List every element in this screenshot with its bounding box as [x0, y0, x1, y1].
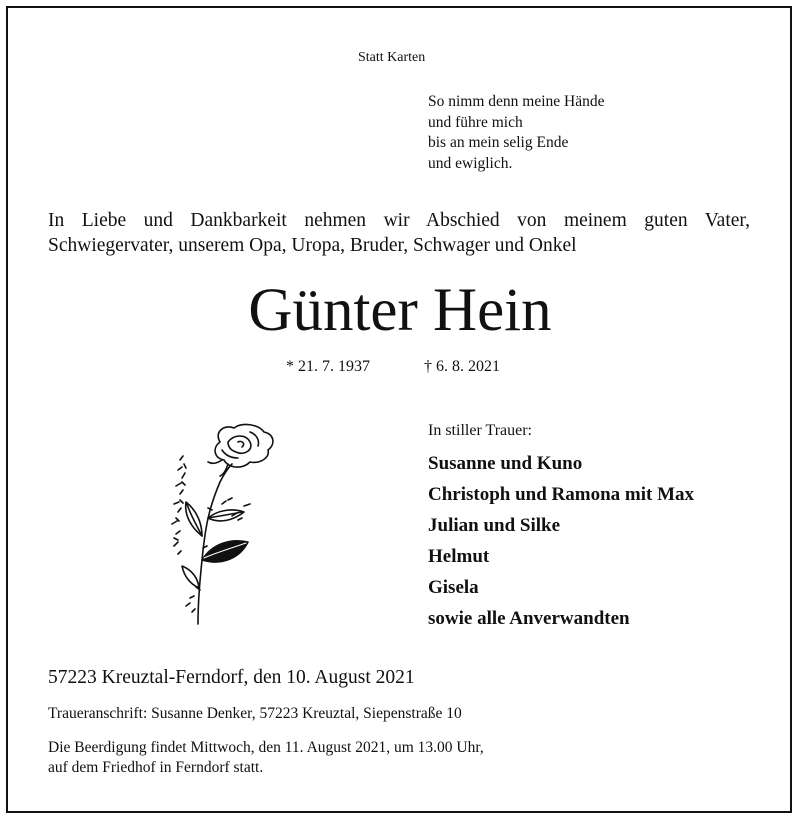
poem-line: und führe mich: [428, 113, 523, 131]
mourner-name: Julian und Silke: [428, 515, 561, 536]
deceased-name: Günter Hein: [248, 277, 552, 344]
poem-line: und ewiglich.: [428, 154, 513, 172]
mourner-name: Susanne und Kuno: [428, 453, 583, 474]
mourning-address: Traueranschrift: Susanne Denker, 57223 Kreuztal, Siepenstraße 10: [48, 705, 462, 722]
funeral-line: Die Beerdigung findet Mittwoch, den 11. August 2021, um 13.00 Uhr,: [48, 739, 484, 756]
poem-line: So nimm denn meine Hände: [428, 93, 605, 110]
statt-karten-label: Statt Karten: [358, 50, 426, 65]
funeral-line: auf dem Friedhof in Ferndorf statt.: [48, 759, 264, 776]
poem-line: bis an mein selig Ende: [428, 134, 569, 151]
rose-icon: [162, 420, 280, 635]
notice-frame: [6, 6, 792, 813]
mourner-name: sowie alle Anverwandten: [428, 608, 630, 629]
mourner-name: Gisela: [428, 577, 479, 598]
mourners-heading: In stiller Trauer:: [428, 422, 532, 439]
mourner-name: Helmut: [428, 546, 490, 567]
birth-date: * 21. 7. 1937: [286, 358, 370, 375]
intro-text: [48, 209, 750, 258]
funeral-info: [48, 738, 484, 778]
mourners-list: [428, 448, 694, 634]
death-date: † 6. 8. 2021: [424, 358, 500, 375]
intro-line: Schwiegervater, unserem Opa, Uropa, Bruder, Schwager und Onkel: [48, 234, 577, 256]
place-date: 57223 Kreuztal-Ferndorf, den 10. August 2021: [48, 667, 415, 688]
poem: [428, 92, 605, 174]
intro-line: In Liebe und Dankbarkeit nehmen wir Abschied von meinem guten Vater,: [48, 210, 750, 231]
mourner-name: Christoph und Ramona mit Max: [428, 484, 695, 505]
